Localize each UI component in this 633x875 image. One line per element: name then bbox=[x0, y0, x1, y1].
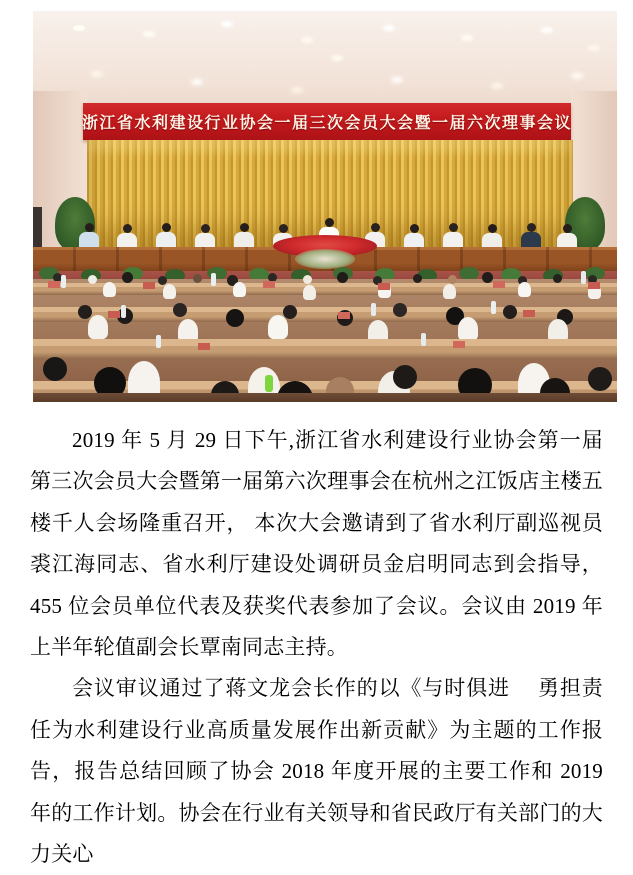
audience-table-row bbox=[33, 339, 617, 359]
audience-table-row bbox=[33, 283, 617, 295]
chair-covers-far bbox=[103, 282, 116, 297]
flower-arrangement bbox=[273, 235, 377, 257]
water-bottles bbox=[61, 275, 66, 288]
article-paragraph-1: 2019 年 5 月 29 日下午,浙江省水利建设行业协会第一届第三次会员大会暨第一届第六次理事会在杭州之江饭店主楼五楼千人会场隆重召开， 本次大会邀请到了省水利厅副巡视员裘江海同志、省水利厅建设处调研员金启明同志到会指导，455 位会员单位代表及获奖代表参加了会议。会议由 2019 年上半年轮值副会长覃南同志主持。 bbox=[30, 428, 603, 660]
audience-table-row bbox=[33, 307, 617, 322]
stage-banner-text: 浙江省水利建设行业协会一届三次会员大会暨一届六次理事会议 bbox=[82, 115, 573, 132]
audience-heads-near bbox=[43, 357, 67, 381]
name-cards bbox=[48, 281, 60, 288]
ceiling-lights bbox=[73, 25, 85, 31]
stage-banner bbox=[83, 103, 571, 140]
green-bottle bbox=[265, 375, 273, 392]
head-table-people bbox=[79, 232, 99, 247]
conference-photo bbox=[33, 11, 617, 402]
potted-plant-right bbox=[565, 197, 605, 251]
chair-covers-mid bbox=[88, 315, 108, 339]
audience-heads-mid bbox=[78, 305, 92, 319]
article-paragraph-2: 会议审议通过了蒋文龙会长作的以《与时俱进 勇担责任为水利建设行业高质量发展作出新贡献》为主题的工作报告，报告总结回顾了协会 2018 年度开展的主要工作和 2019 年的工作计划。协会在行业有关领导和省民政厅有关部门的大力关心 bbox=[30, 676, 603, 867]
head-table-people-heads bbox=[85, 223, 94, 232]
audience-area bbox=[33, 279, 617, 402]
camera-tripod bbox=[33, 207, 42, 249]
stage-curtain bbox=[87, 140, 573, 247]
photo-bottom-table-edge bbox=[33, 393, 617, 402]
article-body bbox=[30, 420, 603, 875]
